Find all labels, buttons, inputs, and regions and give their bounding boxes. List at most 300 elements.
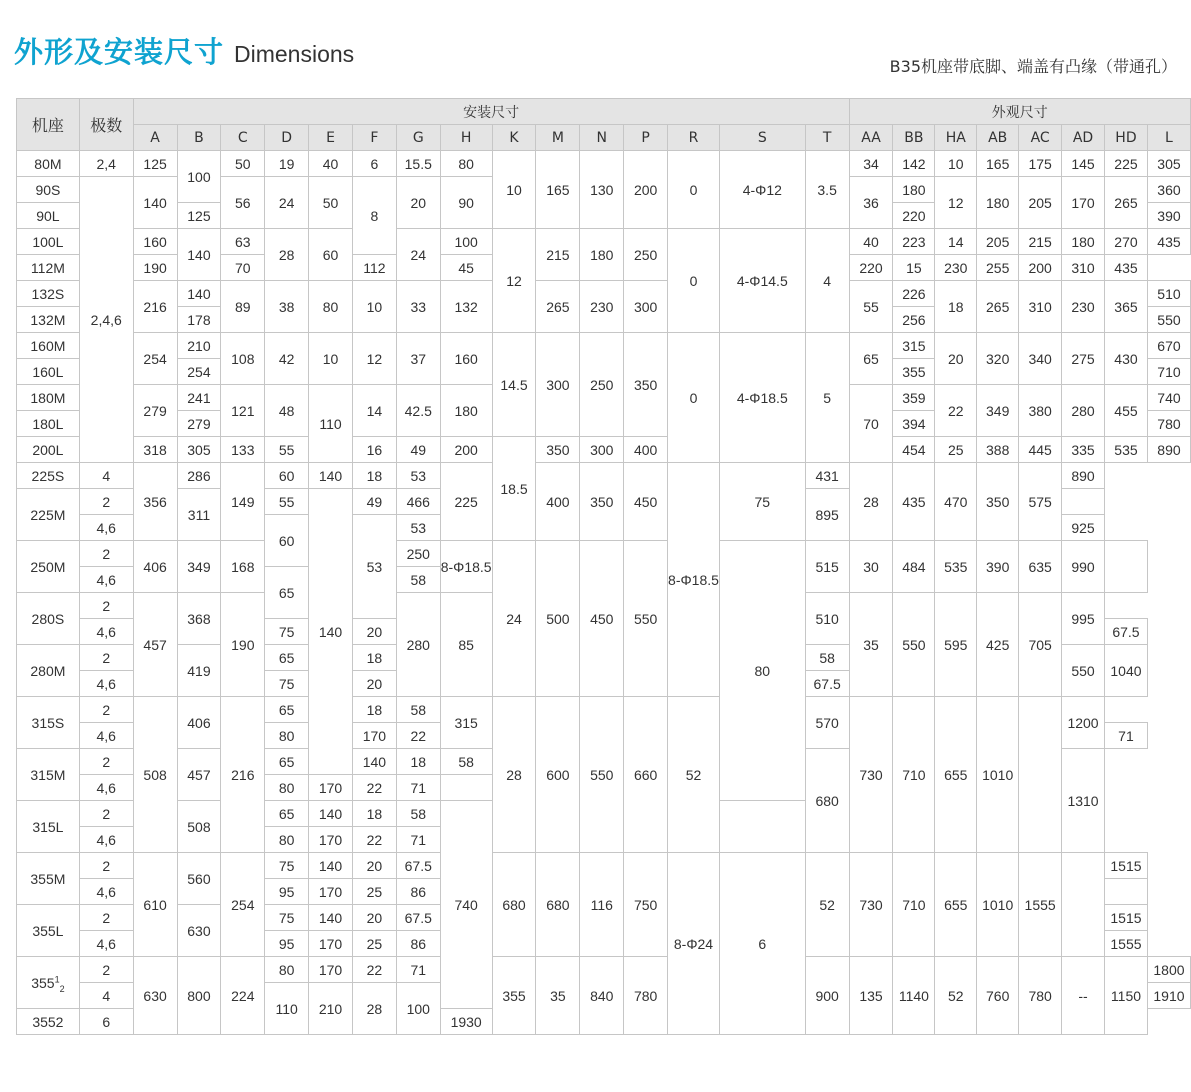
table-cell: 630	[177, 905, 221, 957]
table-cell: 2	[79, 697, 133, 723]
table-cell: 575	[1019, 463, 1062, 541]
col-header: AD	[1062, 125, 1105, 151]
col-header: R	[668, 125, 720, 151]
table-cell: 170	[309, 957, 353, 983]
table-cell: 0	[668, 151, 720, 229]
table-cell: 311	[177, 489, 221, 541]
table-cell: 740	[440, 801, 492, 1009]
table-cell: 400	[536, 463, 580, 541]
table-cell: 65	[265, 567, 309, 619]
table-cell: 220	[849, 255, 893, 281]
title-cn: 外形及安装尺寸	[14, 35, 225, 69]
table-cell: 200	[624, 151, 668, 229]
table-cell: 210	[177, 333, 221, 359]
table-cell: 210	[309, 983, 353, 1035]
table-cell: 359	[893, 385, 935, 411]
table-cell: 279	[133, 385, 177, 437]
table-cell: 300	[536, 333, 580, 437]
install-header: 安装尺寸	[133, 99, 849, 125]
table-cell: 170	[309, 931, 353, 957]
table-cell: 280	[1062, 385, 1105, 437]
table-cell: 550	[1147, 307, 1190, 333]
col-header: HD	[1105, 125, 1148, 151]
table-cell: 112	[352, 255, 396, 281]
table-cell: 560	[177, 853, 221, 905]
table-cell: 484	[893, 541, 935, 593]
table-cell: 160M	[17, 333, 80, 359]
table-cell: 4,6	[79, 775, 133, 801]
table-cell: 710	[1147, 359, 1190, 385]
table-cell: 10	[492, 151, 536, 229]
table-cell: 394	[893, 411, 935, 437]
table-cell: 30	[849, 541, 893, 593]
table-cell: 160	[440, 333, 492, 385]
table-cell: 670	[1147, 333, 1190, 359]
table-cell: 200	[1019, 255, 1062, 281]
table-cell: 42	[265, 333, 309, 385]
table-cell: 4,6	[79, 827, 133, 853]
table-cell: 350	[580, 463, 624, 541]
table-cell: 365	[1105, 281, 1148, 333]
table-cell: 108	[221, 333, 265, 385]
table-cell: 350	[977, 463, 1019, 541]
table-cell: 750	[624, 853, 668, 957]
table-cell	[1105, 879, 1148, 905]
table-cell: 4,6	[79, 723, 133, 749]
table-cell: 18	[352, 801, 396, 827]
table-cell: 140	[177, 281, 221, 307]
table-cell: 86	[396, 879, 440, 905]
table-cell: 406	[177, 697, 221, 749]
table-cell: 1910	[1147, 983, 1190, 1009]
table-cell: 1555	[1019, 853, 1062, 957]
table-cell: 14.5	[492, 333, 536, 437]
table-row	[17, 541, 1191, 567]
table-cell: 705	[1019, 593, 1062, 697]
table-cell: 80	[440, 151, 492, 177]
dimensions-table	[16, 98, 1191, 1035]
table-cell: 780	[1019, 957, 1062, 1035]
table-cell: 80	[719, 541, 805, 801]
table-cell: 180M	[17, 385, 80, 411]
table-cell: 270	[1105, 229, 1148, 255]
table-cell: 550	[1062, 645, 1105, 697]
table-cell: 250	[624, 229, 668, 281]
table-cell: 900	[805, 957, 849, 1035]
table-cell: 635	[1019, 541, 1062, 593]
table-cell: 16	[352, 437, 396, 463]
table-cell: 170	[309, 775, 353, 801]
table-cell: 355L	[17, 905, 80, 957]
table-cell: 508	[177, 801, 221, 853]
table-cell: 95	[265, 931, 309, 957]
table-cell: 655	[935, 697, 977, 853]
col-header: BB	[893, 125, 935, 151]
table-cell: 24	[265, 177, 309, 229]
table-cell: 86	[396, 931, 440, 957]
table-cell: 160	[133, 229, 177, 255]
table-cell: 340	[1019, 333, 1062, 385]
table-cell: 0	[668, 229, 720, 333]
table-cell: 223	[893, 229, 935, 255]
table-cell: 4	[805, 229, 849, 333]
table-cell: 4,6	[79, 567, 133, 593]
table-cell: 22	[396, 723, 440, 749]
table-cell: 2	[79, 853, 133, 879]
table-cell: 1515	[1105, 853, 1148, 879]
table-cell: 100	[177, 151, 221, 203]
table-cell: 205	[1019, 177, 1062, 229]
table-cell: 12	[935, 177, 977, 229]
table-cell: 60	[265, 463, 309, 489]
table-row	[17, 697, 1191, 723]
table-cell: 4,6	[79, 619, 133, 645]
table-cell: 510	[805, 593, 849, 645]
table-cell: 160L	[17, 359, 80, 385]
table-cell: 28	[492, 697, 536, 853]
table-cell: 368	[177, 593, 221, 645]
table-cell: 425	[977, 593, 1019, 697]
table-cell: 435	[1105, 255, 1148, 281]
table-cell: 40	[849, 229, 893, 255]
table-cell: 430	[1105, 333, 1148, 385]
table-cell: 2	[79, 905, 133, 931]
table-cell: 12	[352, 333, 396, 385]
table-cell: 35	[849, 593, 893, 697]
table-cell: 48	[265, 385, 309, 437]
table-cell: 4,6	[79, 931, 133, 957]
table-cell: 224	[221, 957, 265, 1035]
table-cell: 4,6	[79, 671, 133, 697]
poles-header: 极数	[79, 99, 133, 151]
table-row	[17, 853, 1191, 879]
table-cell: 130	[580, 151, 624, 229]
table-cell: 610	[133, 853, 177, 957]
table-cell: 80	[265, 775, 309, 801]
table-cell: 71	[396, 957, 440, 983]
table-cell: 279	[177, 411, 221, 437]
table-cell: 2	[79, 957, 133, 983]
col-header: G	[396, 125, 440, 151]
table-cell: 431	[805, 463, 849, 489]
table-cell: 50	[309, 177, 353, 229]
header-row-2	[17, 125, 1191, 151]
table-cell: 570	[805, 697, 849, 749]
table-cell: 168	[221, 541, 265, 593]
table-cell: 349	[977, 385, 1019, 437]
table-cell: 28	[849, 463, 893, 541]
table-row	[17, 437, 1191, 463]
table-cell: 2	[79, 645, 133, 671]
table-cell: 110	[309, 385, 353, 463]
table-cell: 170	[352, 723, 396, 749]
table-cell: 216	[133, 281, 177, 333]
table-cell: 1515	[1105, 905, 1148, 931]
table-cell: 15.5	[396, 151, 440, 177]
table-cell: 18	[352, 697, 396, 723]
table-cell: 680	[536, 853, 580, 957]
table-cell: 133	[221, 437, 265, 463]
table-cell: 655	[935, 853, 977, 957]
table-cell: 6	[352, 151, 396, 177]
table-cell: 33	[396, 281, 440, 333]
table-cell: 135	[849, 957, 893, 1035]
table-cell: 1555	[1105, 931, 1148, 957]
table-cell: 25	[935, 437, 977, 463]
col-header: E	[309, 125, 353, 151]
table-cell: 760	[977, 957, 1019, 1035]
table-cell: 50	[221, 151, 265, 177]
table-cell: 12	[492, 229, 536, 333]
table-cell: 1310	[1062, 749, 1105, 853]
table-cell: 71	[396, 775, 440, 801]
table-cell: 0	[668, 333, 720, 463]
table-cell: 780	[624, 957, 668, 1035]
table-cell: 205	[977, 229, 1019, 255]
table-cell: 49	[396, 437, 440, 463]
frame-header: 机座	[17, 99, 80, 151]
col-header: P	[624, 125, 668, 151]
table-cell: 36	[849, 177, 893, 229]
table-cell: 355M	[17, 853, 80, 905]
table-cell: 75	[719, 463, 805, 541]
table-cell: 300	[624, 281, 668, 333]
table-cell: 60	[265, 515, 309, 567]
table-cell: 280M	[17, 645, 80, 697]
table-cell: 100	[396, 983, 440, 1035]
table-cell: 4,6	[79, 879, 133, 905]
table-cell: 730	[849, 697, 893, 853]
table-cell: 2	[79, 801, 133, 827]
table-cell: 508	[133, 697, 177, 853]
table-cell: 4	[79, 463, 133, 489]
table-cell: 170	[1062, 177, 1105, 229]
table-cell: 125	[177, 203, 221, 229]
table-cell: 800	[177, 957, 221, 1035]
table-cell: 71	[396, 827, 440, 853]
table-cell: 515	[805, 541, 849, 593]
col-header: B	[177, 125, 221, 151]
table-cell: 265	[1105, 177, 1148, 229]
table-row	[17, 229, 1191, 255]
table-cell: 254	[133, 333, 177, 385]
table-cell: 730	[849, 853, 893, 957]
table-cell: 466	[396, 489, 440, 515]
table-cell: 25	[352, 879, 396, 905]
table-cell: 220	[893, 203, 935, 229]
table-cell: 100L	[17, 229, 80, 255]
table-cell: 75	[265, 853, 309, 879]
table-cell: 1010	[977, 697, 1019, 853]
table-cell	[1019, 697, 1062, 853]
table-cell: 630	[133, 957, 177, 1035]
table-cell: 25	[352, 931, 396, 957]
table-cell: 165	[977, 151, 1019, 177]
table-cell: 318	[133, 437, 177, 463]
table-cell: 225	[1105, 151, 1148, 177]
table-cell: 180	[580, 229, 624, 281]
table-cell: 660	[624, 697, 668, 853]
table-row	[17, 333, 1191, 359]
table-cell: 75	[265, 619, 309, 645]
table-cell: 63	[221, 229, 265, 255]
table-cell: 18	[352, 645, 396, 671]
table-cell: 132	[440, 281, 492, 333]
table-cell: 95	[265, 879, 309, 905]
table-cell: 2	[79, 749, 133, 775]
table-cell: 355	[492, 957, 536, 1035]
table-cell: 180	[1062, 229, 1105, 255]
table-cell: 8	[352, 177, 396, 255]
table-cell: 390	[977, 541, 1019, 593]
col-header: AB	[977, 125, 1019, 151]
header-row-1	[17, 99, 1191, 125]
table-cell: 226	[893, 281, 935, 307]
col-header: AA	[849, 125, 893, 151]
table-cell: 225	[440, 463, 492, 541]
table-cell: 70	[849, 385, 893, 463]
table-cell: 8-Φ18.5	[668, 463, 720, 697]
table-cell: 450	[624, 463, 668, 541]
table-cell: 140	[309, 905, 353, 931]
table-cell: 24	[396, 229, 440, 281]
table-cell: 58	[440, 749, 492, 775]
col-header: H	[440, 125, 492, 151]
table-cell: 49	[352, 489, 396, 515]
table-cell: 58	[396, 697, 440, 723]
table-cell: 780	[1147, 411, 1190, 437]
table-cell: 457	[177, 749, 221, 801]
table-cell: 315	[440, 697, 492, 749]
table-cell: 454	[893, 437, 935, 463]
table-cell: 125	[133, 151, 177, 177]
table-cell: 170	[309, 827, 353, 853]
table-cell: 315	[893, 333, 935, 359]
table-cell: 215	[1019, 229, 1062, 255]
table-cell: 710	[893, 853, 935, 957]
table-cell: 254	[177, 359, 221, 385]
table-cell: 75	[265, 905, 309, 931]
table-cell: 595	[935, 593, 977, 697]
col-header: K	[492, 125, 536, 151]
table-cell: 140	[352, 749, 396, 775]
table-cell: 75	[265, 671, 309, 697]
table-cell: 550	[580, 697, 624, 853]
table-cell: 190	[133, 255, 177, 281]
table-cell: 995	[1062, 593, 1105, 645]
table-cell: 180L	[17, 411, 80, 437]
table-cell: 380	[1019, 385, 1062, 437]
table-cell: 28	[265, 229, 309, 281]
table-cell: 390	[1147, 203, 1190, 229]
table-cell: 112M	[17, 255, 80, 281]
table-cell: 895	[805, 489, 849, 541]
table-cell: 60	[309, 229, 353, 281]
table-cell: 335	[1062, 437, 1105, 463]
table-cell: 990	[1062, 541, 1105, 593]
col-header: F	[352, 125, 396, 151]
col-header: T	[805, 125, 849, 151]
table-cell: 680	[805, 749, 849, 853]
table-cell: 200	[440, 437, 492, 463]
table-cell: 2,4,6	[79, 177, 133, 463]
table-cell: 90L	[17, 203, 80, 229]
table-cell: 140	[309, 463, 353, 489]
col-header: M	[536, 125, 580, 151]
table-cell: 140	[309, 489, 353, 775]
table-cell: 230	[580, 281, 624, 333]
table-cell: --	[1062, 957, 1105, 1035]
table-cell: 3.5	[805, 151, 849, 229]
table-cell: 510	[1147, 281, 1190, 307]
table-cell: 67.5	[396, 853, 440, 879]
table-cell: 265	[977, 281, 1019, 333]
table-cell: 170	[309, 879, 353, 905]
table-cell: 67.5	[396, 905, 440, 931]
table-cell: 28	[352, 983, 396, 1035]
table-cell: 80	[265, 827, 309, 853]
table-cell: 42.5	[396, 385, 440, 437]
table-cell: 388	[977, 437, 1019, 463]
table-cell: 225M	[17, 489, 80, 541]
table-cell: 14	[352, 385, 396, 437]
table-cell: 230	[935, 255, 977, 281]
table-cell: 1010	[977, 853, 1019, 957]
col-header: C	[221, 125, 265, 151]
table-cell: 280	[396, 593, 440, 697]
table-cell: 65	[265, 801, 309, 827]
table-cell: 600	[536, 697, 580, 853]
table-cell: 1150	[1105, 957, 1148, 1035]
table-cell: 140	[309, 801, 353, 827]
table-cell: 20	[935, 333, 977, 385]
col-header: S	[719, 125, 805, 151]
table-cell: 349	[177, 541, 221, 593]
table-cell: 55	[265, 437, 309, 463]
table-cell: 286	[177, 463, 221, 489]
table-cell: 100	[440, 229, 492, 255]
col-header: L	[1147, 125, 1190, 151]
table-cell: 20	[352, 619, 396, 645]
table-cell: 58	[396, 801, 440, 827]
table-cell: 4,6	[79, 515, 133, 541]
table-cell: 1140	[893, 957, 935, 1035]
subtitle: B35机座带底脚、端盖有凸缘（带通孔）	[889, 57, 1177, 76]
table-cell: 65	[849, 333, 893, 385]
table-cell: 55	[849, 281, 893, 333]
table-cell: 190	[221, 593, 265, 697]
table-cell: 38	[265, 281, 309, 333]
table-cell: 65	[265, 749, 309, 775]
table-cell: 470	[935, 463, 977, 541]
table-cell: 2	[79, 541, 133, 567]
table-cell: 52	[805, 853, 849, 957]
table-cell: 80	[265, 957, 309, 983]
table-cell: 1930	[440, 1009, 492, 1035]
table-cell: 145	[1062, 151, 1105, 177]
table-cell: 315M	[17, 749, 80, 801]
table-cell: 300	[580, 437, 624, 463]
outline-header: 外观尺寸	[849, 99, 1190, 125]
col-header: D	[265, 125, 309, 151]
table-cell: 350	[536, 437, 580, 463]
table-cell: 24	[492, 541, 536, 697]
table-cell: 310	[1019, 281, 1062, 333]
table-cell: 52	[668, 697, 720, 853]
table-cell: 142	[893, 151, 935, 177]
table-cell: 85	[440, 593, 492, 697]
table-cell: 4-Φ14.5	[719, 229, 805, 333]
